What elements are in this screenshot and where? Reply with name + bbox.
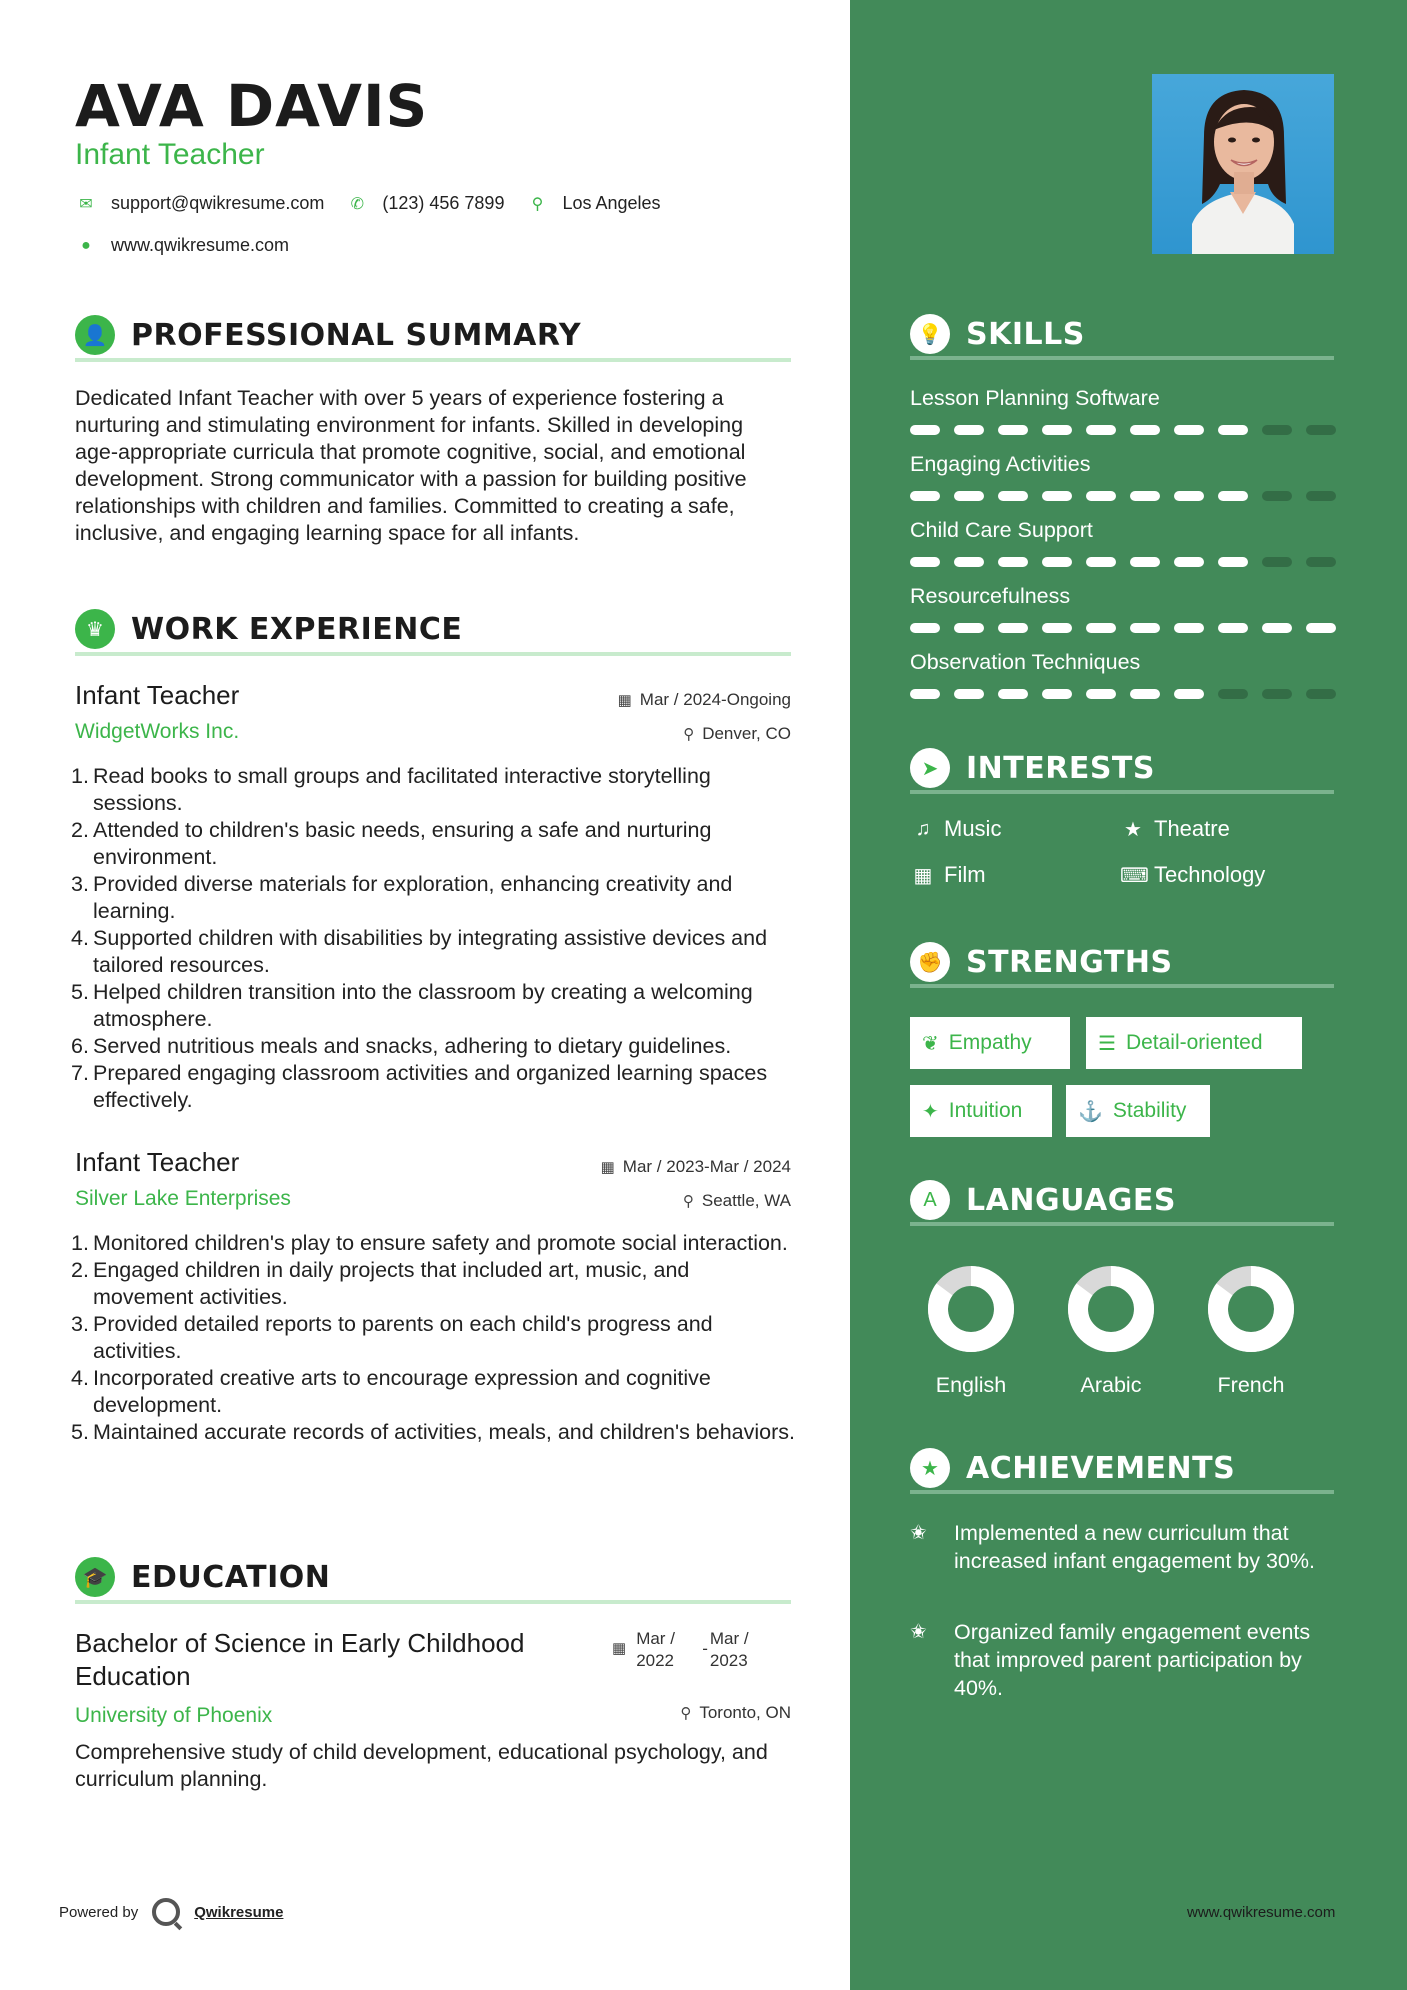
rating-dot bbox=[910, 557, 940, 567]
rating-dot bbox=[1130, 557, 1160, 567]
rating-dot bbox=[954, 425, 984, 435]
rating-dot bbox=[1130, 491, 1160, 501]
rating-dot bbox=[998, 689, 1028, 699]
degree-title: Bachelor of Science in Early Childhood Education bbox=[75, 1628, 525, 1691]
interest-label: Theatre bbox=[1154, 816, 1230, 841]
list-item: 5. Helped children transition into the classroom by creating a welcoming atmosphere. bbox=[71, 980, 753, 1031]
interest-item bbox=[1120, 862, 1265, 888]
list-item: 3. Provided diverse materials for exploration, enhancing creativity and learning. bbox=[71, 872, 733, 923]
list-item: 2. Engaged children in daily projects that included art, music, and movement activities. bbox=[71, 1258, 690, 1309]
rating-dot bbox=[1306, 623, 1336, 633]
rating-dot bbox=[998, 491, 1028, 501]
languages-heading-label: LANGUAGES bbox=[966, 1182, 1176, 1218]
list-item: 6. Served nutritious meals and snacks, adhering to dietary guidelines. bbox=[71, 1034, 732, 1058]
star-badge-icon: ★ bbox=[910, 1448, 950, 1488]
rating-dot bbox=[1218, 623, 1248, 633]
graduate-icon: 🎓 bbox=[75, 1557, 115, 1597]
interest-label: Music bbox=[944, 816, 1002, 841]
language-name: French bbox=[1217, 1373, 1285, 1397]
pin-icon: ⚲ bbox=[682, 1193, 694, 1210]
trophy-star-icon: ✬ bbox=[910, 1522, 927, 1544]
achievement-item bbox=[910, 1618, 1340, 1702]
strength-label: Detail-oriented bbox=[1125, 1031, 1263, 1054]
rating-dot bbox=[998, 557, 1028, 567]
anchor-icon: ⚓ bbox=[1078, 1100, 1103, 1123]
rating-dot bbox=[998, 425, 1028, 435]
job-location-text: Denver, CO bbox=[702, 724, 791, 743]
rating-dot bbox=[1086, 623, 1116, 633]
achievement-text: Implemented a new curriculum that increased infant engagement by 30%. bbox=[954, 1521, 1315, 1573]
job-location-text: Seattle, WA bbox=[701, 1191, 791, 1210]
languages-heading bbox=[910, 1178, 1334, 1226]
rating-dot bbox=[954, 491, 984, 501]
job-bullets bbox=[71, 763, 795, 1114]
location-text: Los Angeles bbox=[562, 193, 661, 213]
star-icon: ★ bbox=[1124, 818, 1142, 841]
rating-dot bbox=[1306, 425, 1336, 435]
rating-dot bbox=[1174, 689, 1204, 699]
rating-dot bbox=[1174, 491, 1204, 501]
footer-website[interactable]: www.qwikresume.com bbox=[1187, 1904, 1336, 1921]
pin-icon: ⚲ bbox=[680, 1705, 692, 1722]
music-icon: ♫ bbox=[915, 817, 931, 840]
rating-dot bbox=[910, 623, 940, 633]
summary-text: Dedicated Infant Teacher with over 5 years of experience fostering a nurturing and stimulating environment for infants. Skilled in developing age-appropriate curricula that promote cognitive, social, and emotional development. Strong communicator with a passion for building positive relationships with children and families. Committed to creating a safe, inclusive, and engaging learning space for all infants. bbox=[75, 386, 747, 545]
job-date-text: Mar / 2023-Mar / 2024 bbox=[622, 1157, 791, 1176]
skill-rating bbox=[910, 425, 1350, 435]
contact-row bbox=[75, 193, 683, 214]
language-item bbox=[1066, 1264, 1156, 1398]
strengths-heading-label: STRENGTHS bbox=[966, 944, 1173, 980]
rating-dot bbox=[910, 689, 940, 699]
skill-name: Engaging Activities bbox=[910, 452, 1091, 476]
interests-heading bbox=[910, 746, 1334, 794]
education-heading-label: EDUCATION bbox=[131, 1559, 331, 1595]
phone-number: (123) 456 7899 bbox=[382, 193, 505, 213]
strengths-heading bbox=[910, 940, 1334, 988]
website-link[interactable]: www.qwikresume.com bbox=[111, 235, 290, 255]
achievements-heading bbox=[910, 1446, 1334, 1494]
job-bullets bbox=[71, 1230, 796, 1446]
education-date-start: Mar / 2022 bbox=[636, 1629, 675, 1670]
strength-label: Intuition bbox=[948, 1099, 1023, 1122]
experience-heading bbox=[75, 606, 791, 656]
education-date-end: Mar / 2023 bbox=[709, 1629, 749, 1670]
rating-dot bbox=[1042, 425, 1072, 435]
skill-name: Child Care Support bbox=[910, 518, 1093, 542]
trophy-star-icon: ✬ bbox=[910, 1621, 927, 1643]
rating-dot bbox=[1086, 491, 1116, 501]
rating-dot bbox=[1174, 557, 1204, 567]
interest-label: Film bbox=[944, 862, 986, 887]
strength-chip bbox=[1086, 1017, 1302, 1069]
handshake-icon: ❦ bbox=[922, 1032, 939, 1055]
summary-heading bbox=[75, 312, 791, 362]
language-item bbox=[926, 1264, 1016, 1398]
skill-rating bbox=[910, 623, 1350, 633]
list-item: 5. Maintained accurate records of activities, meals, and children's behaviors. bbox=[71, 1420, 796, 1444]
list-item: 4. Supported children with disabilities by integrating assistive devices and tailored resources. bbox=[71, 926, 768, 977]
achievement-text: Organized family engagement events that improved parent participation by 40%. bbox=[954, 1620, 1311, 1700]
language-name: Arabic bbox=[1080, 1373, 1142, 1397]
strength-chip bbox=[910, 1085, 1052, 1137]
rating-dot bbox=[954, 689, 984, 699]
email-link[interactable]: support@qwikresume.com bbox=[111, 193, 325, 213]
candidate-title: Infant Teacher bbox=[75, 138, 265, 171]
powered-by-label: Powered by bbox=[59, 1903, 139, 1921]
rating-dot bbox=[1262, 425, 1292, 435]
job-company: WidgetWorks Inc. bbox=[75, 720, 240, 743]
rating-dot bbox=[1174, 425, 1204, 435]
rating-dot bbox=[1042, 689, 1072, 699]
rating-dot bbox=[1218, 689, 1248, 699]
magic-wand-icon: ✦ bbox=[922, 1100, 939, 1123]
paper-plane-icon: ➤ bbox=[910, 748, 950, 788]
rating-dot bbox=[1042, 557, 1072, 567]
language-icon: A bbox=[910, 1180, 950, 1220]
strength-label: Stability bbox=[1112, 1099, 1187, 1122]
job-location bbox=[683, 1191, 791, 1211]
rating-dot bbox=[910, 425, 940, 435]
rating-dot bbox=[1086, 425, 1116, 435]
job-location bbox=[683, 724, 791, 744]
skill-name: Observation Techniques bbox=[910, 650, 1141, 674]
rating-dot bbox=[1262, 689, 1292, 699]
globe-icon: ● bbox=[81, 236, 91, 254]
envelope-icon: ✉ bbox=[79, 195, 93, 213]
calendar-icon: ▦ bbox=[617, 692, 632, 709]
powered-by bbox=[59, 1898, 283, 1926]
lightbulb-icon: 💡 bbox=[910, 314, 950, 354]
list-item: 2. Attended to children's basic needs, ensuring a safe and nurturing environment. bbox=[71, 818, 712, 869]
education-description: Comprehensive study of child development, educational psychology, and curriculum planning. bbox=[75, 1740, 768, 1791]
achievements-heading-label: ACHIEVEMENTS bbox=[966, 1450, 1236, 1486]
rating-dot bbox=[1306, 491, 1336, 501]
school-name: University of Phoenix bbox=[75, 1704, 273, 1727]
education-date bbox=[612, 1628, 768, 1672]
rating-dot bbox=[1262, 557, 1292, 567]
language-level-ring bbox=[1066, 1264, 1156, 1354]
skill-rating bbox=[910, 491, 1350, 501]
rating-dot bbox=[1130, 689, 1160, 699]
rating-dot bbox=[1218, 425, 1248, 435]
skills-heading bbox=[910, 312, 1334, 360]
job-date bbox=[618, 690, 791, 710]
rating-dot bbox=[910, 491, 940, 501]
list-item: 1. Read books to small groups and facilitated interactive storytelling sessions. bbox=[71, 764, 711, 815]
skill-rating bbox=[910, 689, 1350, 699]
rating-dot bbox=[1262, 623, 1292, 633]
rating-dot bbox=[1042, 491, 1072, 501]
qwikresume-logo-icon bbox=[152, 1898, 180, 1926]
language-level-ring bbox=[926, 1264, 1016, 1354]
rating-dot bbox=[954, 623, 984, 633]
profile-photo bbox=[1152, 74, 1334, 254]
list-icon: ☰ bbox=[1098, 1032, 1116, 1055]
interest-item bbox=[910, 816, 1001, 842]
rating-dot bbox=[954, 557, 984, 567]
calendar-icon: ▦ bbox=[612, 1640, 627, 1657]
skills-heading-label: SKILLS bbox=[966, 316, 1085, 352]
strength-chip bbox=[1066, 1085, 1210, 1137]
job-title: Infant Teacher bbox=[75, 680, 240, 710]
job-date bbox=[601, 1157, 791, 1177]
interest-label: Technology bbox=[1154, 862, 1266, 887]
laptop-icon: ⌨ bbox=[1120, 864, 1149, 887]
skill-rating bbox=[910, 557, 1350, 567]
brand-link[interactable]: Qwikresume bbox=[194, 1903, 284, 1921]
film-icon: ▦ bbox=[913, 864, 933, 887]
rating-dot bbox=[1218, 491, 1248, 501]
list-item: 7. Prepared engaging classroom activities and organized learning spaces effectively. bbox=[71, 1061, 768, 1112]
summary-heading-label: PROFESSIONAL SUMMARY bbox=[131, 317, 582, 353]
education-location bbox=[680, 1703, 791, 1723]
education-date-sep: - bbox=[702, 1639, 708, 1658]
education-heading bbox=[75, 1554, 791, 1604]
chair-icon: ♛ bbox=[75, 609, 115, 649]
skill-name: Resourcefulness bbox=[910, 584, 1071, 608]
list-item: 3. Provided detailed reports to parents on each child's progress and activities. bbox=[71, 1312, 713, 1363]
user-icon: 👤 bbox=[75, 315, 115, 355]
phone-icon: ✆ bbox=[350, 195, 365, 213]
language-level-ring bbox=[1206, 1264, 1296, 1354]
interests-heading-label: INTERESTS bbox=[966, 750, 1155, 786]
strength-chip bbox=[910, 1017, 1070, 1069]
website-row bbox=[75, 235, 311, 256]
rating-dot bbox=[1306, 689, 1336, 699]
pin-icon: ⚲ bbox=[683, 726, 695, 743]
rating-dot bbox=[1306, 557, 1336, 567]
list-item: 4. Incorporated creative arts to encourage expression and cognitive development. bbox=[71, 1366, 711, 1417]
rating-dot bbox=[998, 623, 1028, 633]
job-company: Silver Lake Enterprises bbox=[75, 1187, 291, 1210]
rating-dot bbox=[1262, 491, 1292, 501]
education-location-text: Toronto, ON bbox=[699, 1703, 791, 1722]
interest-item bbox=[910, 862, 986, 888]
skill-name: Lesson Planning Software bbox=[910, 386, 1160, 410]
rating-dot bbox=[1086, 557, 1116, 567]
rating-dot bbox=[1174, 623, 1204, 633]
experience-heading-label: WORK EXPERIENCE bbox=[131, 611, 463, 647]
rating-dot bbox=[1218, 557, 1248, 567]
achievement-item bbox=[910, 1519, 1340, 1575]
language-name: English bbox=[935, 1373, 1007, 1397]
rating-dot bbox=[1130, 623, 1160, 633]
rating-dot bbox=[1086, 689, 1116, 699]
interest-item bbox=[1120, 816, 1230, 842]
candidate-name: AVA DAVIS bbox=[75, 72, 429, 140]
portrait-image bbox=[1152, 74, 1334, 254]
language-item bbox=[1206, 1264, 1296, 1398]
list-item: 1. Monitored children's play to ensure safety and promote social interaction. bbox=[71, 1231, 788, 1255]
rating-dot bbox=[1130, 425, 1160, 435]
map-pin-icon: ⚲ bbox=[531, 195, 544, 213]
fist-icon: ✊ bbox=[910, 942, 950, 982]
job-title: Infant Teacher bbox=[75, 1147, 240, 1177]
rating-dot bbox=[1042, 623, 1072, 633]
calendar-icon: ▦ bbox=[600, 1159, 615, 1176]
job-date-text: Mar / 2024-Ongoing bbox=[639, 690, 791, 709]
strength-label: Empathy bbox=[948, 1031, 1032, 1054]
